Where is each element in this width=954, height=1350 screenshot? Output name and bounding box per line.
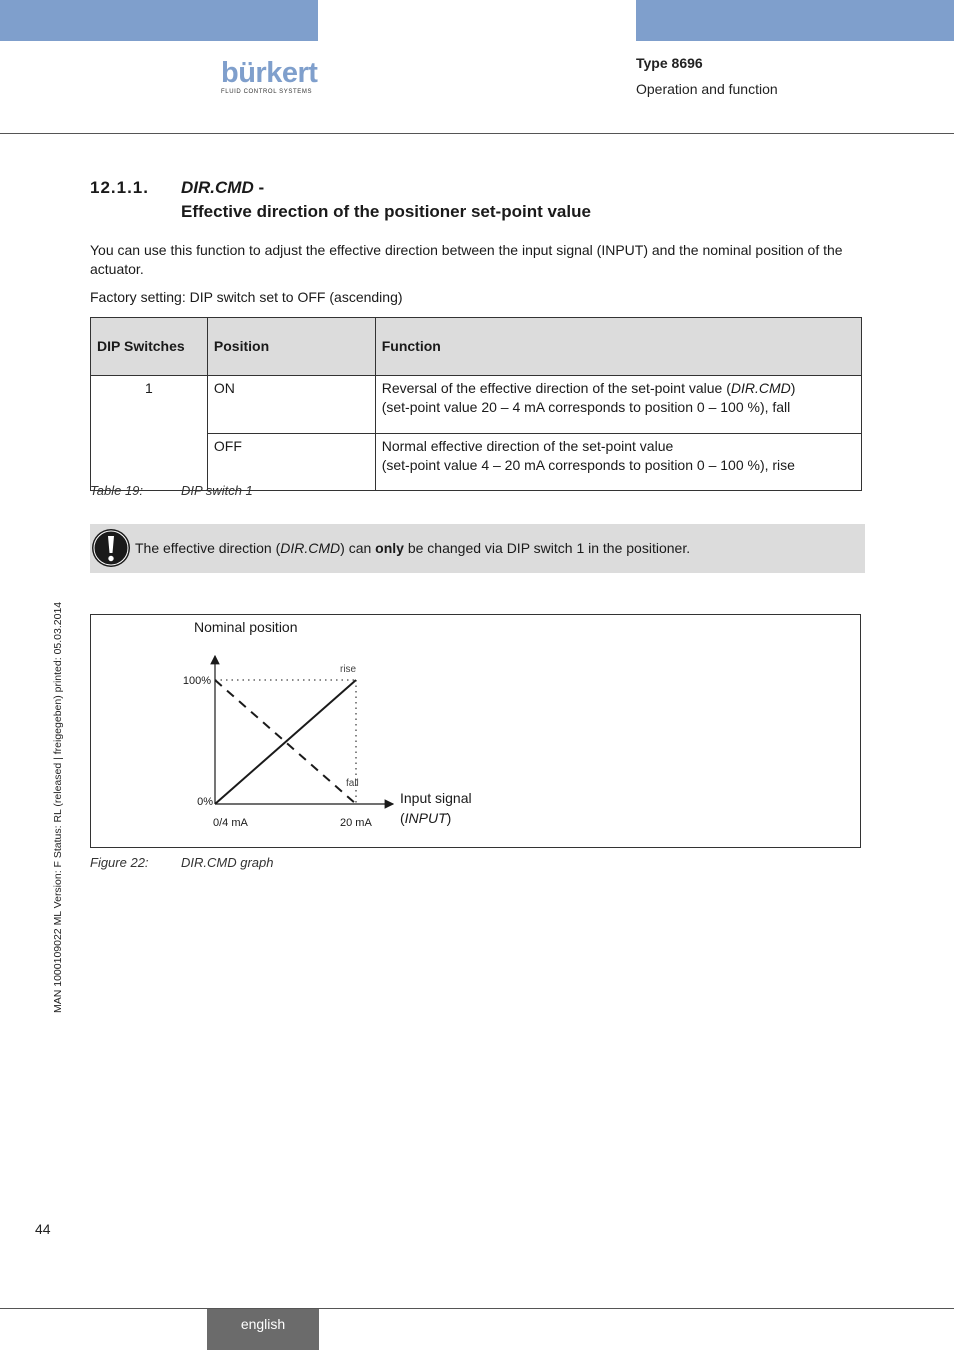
intro-paragraph: You can use this function to adjust the effective direction between the input signal (INPUT) and the nominal position of the actuator. <box>90 242 843 277</box>
dip-switch-table <box>90 317 862 491</box>
company-logo <box>221 58 321 96</box>
page-number: 44 <box>35 1221 51 1237</box>
x-axis-label: Input signal <box>400 790 472 806</box>
table-header-cell: DIP Switches <box>91 318 208 376</box>
document-section: Operation and function <box>636 81 778 97</box>
document-type: Type 8696 <box>636 55 703 71</box>
function-detail: (set-point value 20 – 4 mA corresponds to position 0 – 100 %), fall <box>381 399 791 415</box>
x-tick-min: 0/4 mA <box>213 817 248 829</box>
y-tick-min: 0% <box>197 796 213 808</box>
note-text-part: The effective direction ( <box>135 540 281 556</box>
table-caption-label: Table 19: <box>90 483 144 498</box>
dir-cmd-graph <box>90 614 861 848</box>
section-title-separator: - <box>253 178 265 197</box>
logo-tagline: FLUID CONTROL SYSTEMS <box>221 89 313 95</box>
section-number: 12.1.1. <box>90 178 149 197</box>
header-band-right <box>636 0 954 41</box>
note-text-part: be changed via DIP switch 1 in the positioner. <box>403 540 691 556</box>
note-emphasis: only <box>375 540 404 556</box>
logo-wordmark: bürkert <box>221 57 318 89</box>
table-header-cell: Position <box>207 318 375 376</box>
language-tab: english <box>207 1309 319 1350</box>
x-axis-label-code: (INPUT) <box>400 810 452 826</box>
table-row <box>91 376 862 434</box>
function-text: Normal effective direction of the set-point value <box>381 438 674 454</box>
chart-title: Nominal position <box>194 619 298 635</box>
figure-caption <box>90 855 274 870</box>
series-rise-line <box>215 680 356 804</box>
position-cell: OFF <box>207 434 375 491</box>
function-detail: (set-point value 4 – 20 mA corresponds to position 0 – 100 %), rise <box>381 457 795 473</box>
note-text-part: ) can <box>340 540 376 556</box>
table-header-cell: Function <box>375 318 861 376</box>
section-title-code: DIR.CMD <box>181 178 254 197</box>
factory-setting-paragraph: Factory setting: DIP switch set to OFF (ascending) <box>90 289 403 305</box>
table-caption-text: DIP switch 1 <box>181 483 253 498</box>
y-tick-max: 100% <box>182 675 211 687</box>
function-code: DIR.CMD <box>730 380 791 396</box>
position-cell: ON <box>207 376 375 434</box>
function-cell <box>375 434 861 491</box>
footer-divider <box>0 1308 954 1309</box>
note-text <box>135 540 690 556</box>
figure-caption-text: DIR.CMD graph <box>181 855 274 870</box>
series-rise-label: rise <box>340 664 357 675</box>
section-title-line1 <box>181 178 264 198</box>
function-text: ) <box>790 380 796 396</box>
table-header-row <box>91 318 862 376</box>
print-info-sidebar: MAN 1000109022 ML Version: F Status: RL (released | freigegeben) printed: 05.03.2014 <box>52 601 64 1013</box>
section-title-line2: Effective direction of the positioner set-point value <box>181 202 591 221</box>
header-divider <box>0 133 954 134</box>
exclamation-icon <box>91 528 131 568</box>
function-text: Reversal of the effective direction of the set-point value ( <box>381 380 731 396</box>
figure-caption-label: Figure 22: <box>90 855 149 870</box>
note-code: DIR.CMD <box>280 540 341 556</box>
dip-switch-number: 1 <box>91 376 208 491</box>
header-band-left <box>0 0 318 41</box>
series-fall-label: fall <box>346 778 359 789</box>
function-cell <box>375 376 861 434</box>
x-tick-max: 20 mA <box>340 817 372 829</box>
table-caption <box>90 483 253 498</box>
